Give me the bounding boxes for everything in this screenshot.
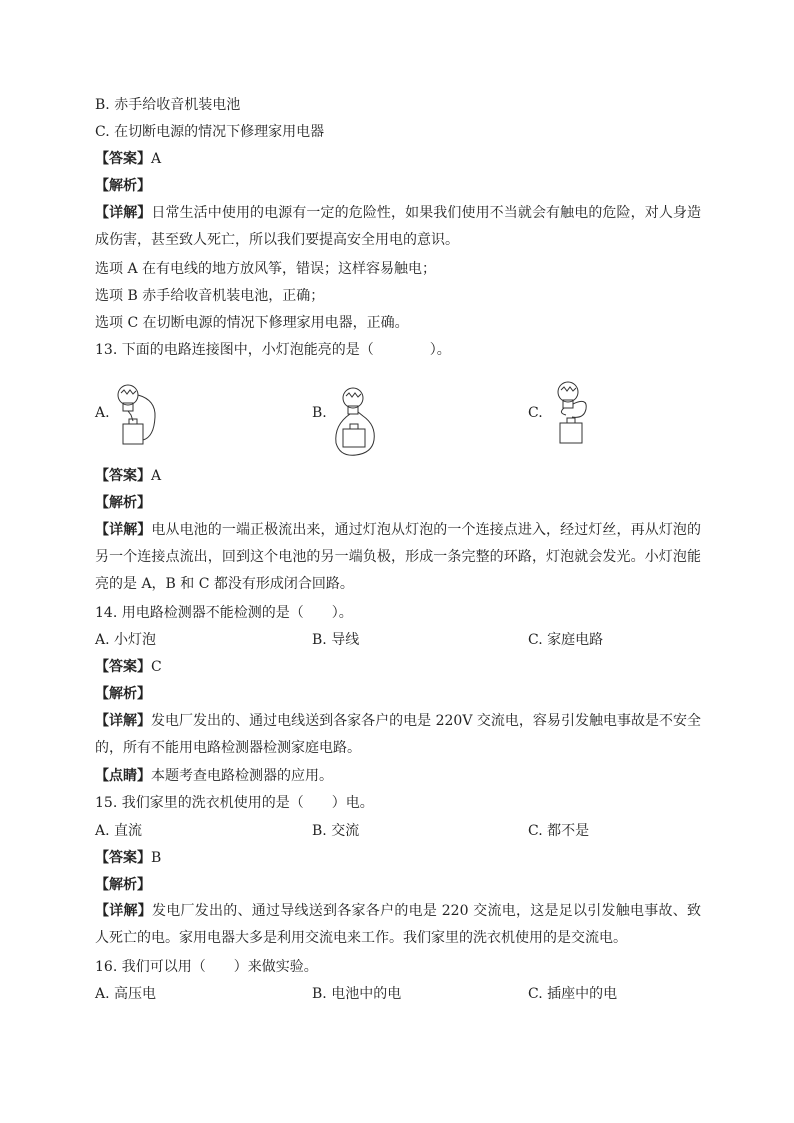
q12-note-a: 选项 A 在有电线的地方放风筝，错误；这样容易触电； xyxy=(95,261,437,277)
detail-tag: 【详解】 xyxy=(95,205,152,221)
analysis-tag: 【解析】 xyxy=(95,877,151,893)
answer-value: A xyxy=(151,468,162,484)
q15-option-a: A. 直流 xyxy=(95,823,143,839)
q14-stem: 14. 用电路检测器不能检测的是（ ）。 xyxy=(95,605,353,621)
q12-note-c: 选项 C 在切断电源的情况下修理家用电器，正确。 xyxy=(95,315,409,331)
answer-tag: 【答案】 xyxy=(95,659,151,675)
answer-tag: 【答案】 xyxy=(95,850,151,866)
q13-fig-c-label: C. xyxy=(528,405,543,421)
q15-stem: 15. 我们家里的洗衣机使用的是（ ）电。 xyxy=(95,795,374,811)
point-tag: 【点睛】 xyxy=(95,768,151,784)
q16-option-c: C. 插座中的电 xyxy=(528,986,618,1002)
circuit-b-icon xyxy=(326,385,386,460)
circuit-a-icon xyxy=(108,382,163,452)
q16-stem: 16. 我们可以用（ ）来做实验。 xyxy=(95,959,318,975)
detail-tag: 【详解】 xyxy=(95,522,152,538)
q14-option-b: B. 导线 xyxy=(312,632,360,648)
detail-tag: 【详解】 xyxy=(95,903,153,919)
circuit-figure-a xyxy=(108,382,163,452)
q12-answer xyxy=(95,149,161,169)
detail-text: 发电厂发出的、通过导线送到各家各户的电是 220 交流电，这是足以引发触电事故、致人死亡的电。家用电器大多是利用交流电来工作。我们家里的洗衣机使用的是交流电。 xyxy=(95,903,701,946)
detail-text: 发电厂发出的、通过电线送到各家各户的电是 220V 交流电，容易引发触电事故是不安全的，所有不能用电路检测器检测家庭电路。 xyxy=(95,713,702,756)
q16-option-a: A. 高压电 xyxy=(95,986,157,1002)
q13-analysis-tag xyxy=(95,493,151,513)
analysis-tag: 【解析】 xyxy=(95,686,151,702)
q14-option-a: A. 小灯泡 xyxy=(95,632,157,648)
circuit-figure-c xyxy=(548,379,598,449)
q14-point xyxy=(95,766,333,786)
q15-option-b: B. 交流 xyxy=(312,823,360,839)
circuit-figure-b xyxy=(326,385,386,460)
detail-tag: 【详解】 xyxy=(95,713,152,729)
q14-analysis-tag xyxy=(95,684,151,704)
q15-analysis-tag xyxy=(95,875,151,895)
analysis-tag: 【解析】 xyxy=(95,495,151,511)
q13-fig-b-label: B. xyxy=(312,405,327,421)
q14-answer xyxy=(95,657,162,677)
q12-analysis-tag xyxy=(95,176,151,196)
q13-answer xyxy=(95,466,161,486)
q12-option-b: B. 赤手给收音机装电池 xyxy=(95,97,241,113)
q12-option-c: C. 在切断电源的情况下修理家用电器 xyxy=(95,124,325,140)
q14-option-c: C. 家庭电路 xyxy=(528,632,604,648)
q14-detail xyxy=(95,708,701,762)
detail-text: 日常生活中使用的电源有一定的危险性，如果我们使用不当就会有触电的危险，对人身造成伤害，甚至致人死亡，所以我们要提高安全用电的意识。 xyxy=(95,205,702,248)
analysis-tag: 【解析】 xyxy=(95,178,151,194)
q16-option-b: B. 电池中的电 xyxy=(312,986,402,1002)
q13-fig-a-label: A. xyxy=(95,405,110,421)
q13-stem: 13. 下面的电路连接图中，小灯泡能亮的是（ ）。 xyxy=(95,342,451,358)
circuit-c-icon xyxy=(548,379,598,449)
answer-tag: 【答案】 xyxy=(95,468,151,484)
answer-value: C xyxy=(151,659,162,675)
answer-tag: 【答案】 xyxy=(95,151,151,167)
detail-text: 电从电池的一端正极流出来，通过灯泡从灯泡的一个连接点进入，经过灯丝，再从灯泡的另一个连接点流出，回到这个电池的另一端负极，形成一条完整的环路，灯泡就会发光。小灯泡能亮的是 A，B 和 C 都没有形成闭合回路。 xyxy=(95,522,702,592)
answer-value: A xyxy=(151,151,162,167)
q13-detail xyxy=(95,517,701,598)
q15-option-c: C. 都不是 xyxy=(528,823,590,839)
point-text: 本题考查电路检测器的应用。 xyxy=(151,768,333,784)
q12-note-b: 选项 B 赤手给收音机装电池，正确； xyxy=(95,288,325,304)
answer-value: B xyxy=(151,850,162,866)
q15-detail xyxy=(95,898,701,952)
q15-answer xyxy=(95,848,161,868)
q12-detail xyxy=(95,200,701,254)
